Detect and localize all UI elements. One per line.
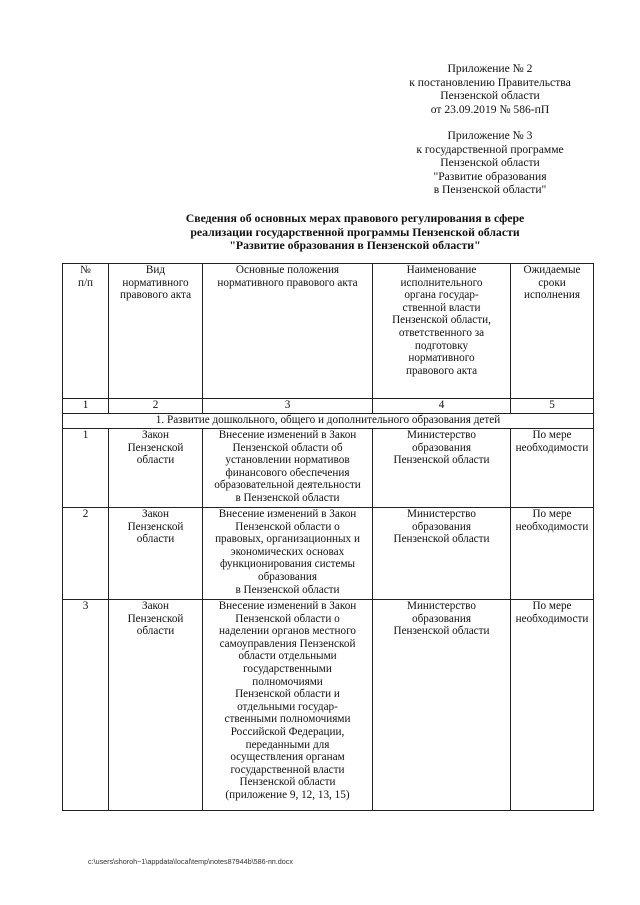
column-number: 3 [203,399,373,414]
cell-line: Пензенской области [239,776,336,789]
cell-line: образования [411,441,471,454]
cell-line: финансового обеспечения [225,466,350,479]
cell-line: Пензенской области [393,625,490,638]
cell-line: наделении органов местного [219,625,356,638]
cell-line: Внесение изменений в Закон [218,600,357,612]
cell-line: По мере [532,508,572,520]
header-line: исполнительного [400,276,483,289]
title-line: Сведения об основных мерах правового регулирования в сфере [185,211,525,225]
appendix-2-line: от 23.09.2019 № 586-пП [430,102,550,116]
table-row [63,429,594,508]
cell-line: функционирования системы [219,558,356,571]
cell-line: Российской Федерации, [230,725,345,738]
cell-line: образования [411,520,471,533]
cell-line: Пензенской области о [235,612,340,625]
appendix-3-line: к государственной программе [416,142,564,156]
executor-cell [373,508,511,600]
header-act-type [109,264,203,399]
header-line: нормативного [122,276,189,289]
header-line: Вид [145,264,166,276]
row-number: 1 [63,429,109,508]
provisions-cell [203,508,373,600]
cell-line: государственной власти [230,763,345,776]
cell-line: Закон [141,429,170,441]
cell-line: установлении нормативов [225,454,350,467]
header-provisions [203,264,373,399]
cell-line: Пензенской области о [235,520,340,533]
header-deadline [511,264,594,399]
header-line: Наименование [406,264,477,276]
cell-line: правовых, организационных и [215,533,360,546]
cell-line: области отдельными [238,650,337,663]
header-line: п/п [77,276,94,289]
header-line: нормативного [408,352,475,365]
cell-line: необходимости [515,612,589,625]
cell-line: осуществления органам [230,751,345,764]
executor-cell [373,429,511,508]
cell-line: самоуправления Пензенской [219,637,356,650]
cell-line: Министерство [407,600,476,612]
header-line: Пензенской области, [392,314,491,327]
header-line: нормативного правового акта [217,276,358,289]
column-numbers-row [63,399,594,414]
cell-line: области [136,625,175,638]
cell-line: Внесение изменений в Закон [218,429,357,441]
header-line: Основные положения [235,264,340,276]
section-row [63,414,594,429]
header-line: сроки [538,276,566,289]
header-line: органа государ- [404,289,479,302]
file-path-footer: c:\users\shoroh~1\appdata\local\temp\notes87944b\586-пп.docx [88,857,293,866]
measures-table [62,263,594,811]
table-row [63,600,594,811]
header-line: подготовку [414,339,469,352]
header-number [63,264,109,399]
appendix-2-block [392,62,588,116]
act-type-cell [109,600,203,811]
table-header-row [63,264,594,399]
cell-line: По мере [532,600,572,612]
cell-line: Пензенской области об [232,441,343,454]
cell-line: в Пензенской области [235,491,340,504]
column-number: 4 [373,399,511,414]
cell-line: экономических основах [230,545,345,558]
row-number: 3 [63,600,109,811]
header-line: исполнения [523,289,581,302]
cell-line: По мере [532,429,572,441]
act-type-cell [109,508,203,600]
header-executor [373,264,511,399]
table-row [63,508,594,600]
cell-line: образовательной деятельности [214,479,361,492]
cell-line: Пензенской области [393,533,490,546]
column-number: 2 [109,399,203,414]
title-line: "Развитие образования в Пензенской области" [229,238,481,253]
appendix-3-block [392,129,588,197]
appendix-3-line: Приложение № 3 [447,129,533,142]
appendix-2-line: Приложение № 2 [447,62,533,75]
title-line: реализации государственной программы Пензенской области [190,224,520,239]
cell-line: переданными для [245,738,330,751]
provisions-cell [203,600,373,811]
cell-line: образования [411,612,471,625]
cell-line: (приложение 9, 12, 13, 15) [225,788,350,801]
cell-line: полномочиями [252,675,323,688]
executor-cell [373,600,511,811]
header-line: ственной власти [402,301,481,314]
cell-line: Министерство [407,429,476,441]
header-line: ответственного за [398,326,485,339]
provisions-cell [203,429,373,508]
cell-line: Министерство [407,508,476,520]
cell-line: ственными полномочиями [224,713,351,726]
column-number: 1 [63,399,109,414]
header-line: Ожидаемые [523,264,581,276]
cell-line: государственными [243,662,332,675]
cell-line: Закон [141,508,170,520]
appendix-3-line: в Пензенской области" [433,183,547,197]
section-title: 1. Развитие дошкольного, общего и дополнительного образования детей [63,414,594,429]
deadline-cell [511,600,594,811]
cell-line: необходимости [515,441,589,454]
row-number: 2 [63,508,109,600]
cell-line: области [136,533,175,546]
deadline-cell [511,508,594,600]
column-number: 5 [511,399,594,414]
cell-line: в Пензенской области [235,583,340,596]
header-line: правового акта [405,364,478,377]
cell-line: образования [257,570,317,583]
cell-line: Закон [141,600,170,612]
appendix-2-line: к постановлению Правительства [409,75,571,89]
header-line: № [80,264,91,276]
cell-line: Пензенской [127,612,184,625]
act-type-cell [109,429,203,508]
cell-line: Пензенской [127,441,184,454]
cell-line: Внесение изменений в Закон [218,508,357,520]
deadline-cell [511,429,594,508]
cell-line: Пензенской области [393,454,490,467]
cell-line: отдельными государ- [237,700,338,713]
document-title [140,212,570,253]
cell-line: необходимости [515,520,589,533]
appendix-2-line: Пензенской области [440,89,540,103]
header-line: правового акта [119,289,192,302]
cell-line: Пензенской [127,520,184,533]
cell-line: области [136,454,175,467]
cell-line: Пензенской области и [235,688,340,701]
appendix-3-line: Пензенской области [440,156,540,170]
appendix-3-line: "Развитие образования [433,169,547,183]
